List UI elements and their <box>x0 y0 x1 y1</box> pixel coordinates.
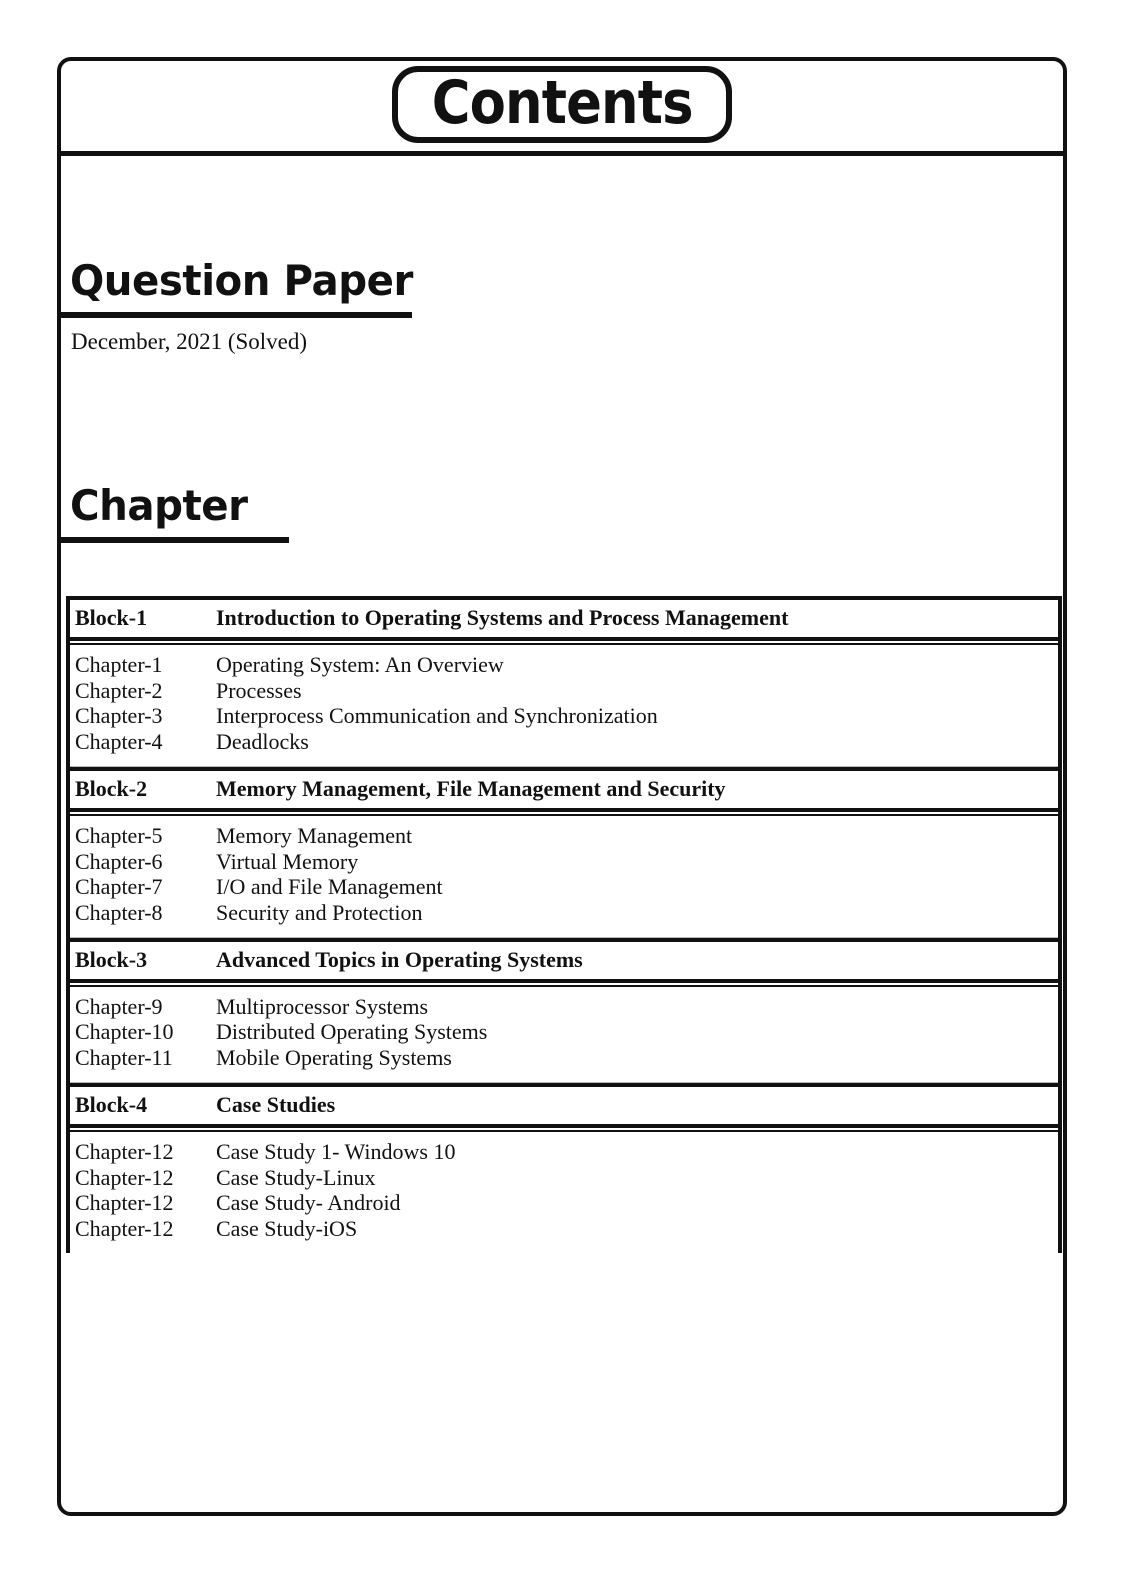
table-of-contents <box>66 596 1062 1253</box>
toc-chapter-row[interactable] <box>66 823 1062 849</box>
toc-block-header <box>66 596 1062 641</box>
toc-chapter-title: Security and Protection <box>216 900 423 926</box>
chapter-heading: Chapter <box>70 481 248 530</box>
toc-block-label: Block-2 <box>75 775 148 801</box>
toc-chapter-number: Chapter-12 <box>75 1138 174 1164</box>
question-paper-underline <box>61 312 412 318</box>
toc-chapter-row[interactable] <box>66 1019 1062 1045</box>
question-paper-subtitle: December, 2021 (Solved) <box>71 329 308 354</box>
toc-block-label: Block-1 <box>75 605 148 630</box>
toc-chapter-number: Chapter-3 <box>75 703 163 729</box>
toc-chapter-number: Chapter-8 <box>75 900 163 926</box>
toc-chapter-title: Virtual Memory <box>216 848 359 874</box>
toc-block-title: Memory Management, File Management and Security <box>216 775 726 801</box>
toc-chapter-row[interactable] <box>66 1165 1062 1191</box>
toc-chapter-title: Multiprocessor Systems <box>216 993 429 1019</box>
toc-chapter-number: Chapter-5 <box>75 822 163 848</box>
toc-left-border <box>66 596 70 1253</box>
toc-chapter-row[interactable] <box>66 849 1062 875</box>
toc-chapter-title: Operating System: An Overview <box>216 651 504 677</box>
toc-chapter-title: Deadlocks <box>216 729 309 755</box>
toc-chapter-row[interactable] <box>66 1045 1062 1071</box>
question-paper-heading-wrap <box>70 256 427 305</box>
chapter-heading-wrap <box>70 481 255 530</box>
toc-chapter-group <box>66 985 1062 1083</box>
toc-chapter-group <box>66 814 1062 938</box>
toc-chapter-number: Chapter-1 <box>75 651 163 677</box>
toc-chapter-title: Case Study 1- Windows 10 <box>216 1138 456 1164</box>
toc-chapter-row[interactable] <box>66 1216 1062 1242</box>
toc-block-label: Block-3 <box>75 946 148 972</box>
toc-block-title: Advanced Topics in Operating Systems <box>216 946 583 972</box>
toc-chapter-title: Case Study-Linux <box>216 1164 376 1190</box>
toc-chapter-group <box>66 1130 1062 1253</box>
toc-right-border <box>1058 596 1062 1253</box>
toc-chapter-number: Chapter-9 <box>75 993 163 1019</box>
toc-chapter-title: Interprocess Communication and Synchronization <box>216 703 658 729</box>
toc-chapter-row[interactable] <box>66 1190 1062 1216</box>
toc-chapter-title: Case Study-iOS <box>216 1216 358 1242</box>
toc-block-title: Case Studies <box>216 1091 336 1117</box>
toc-chapter-row[interactable] <box>66 1139 1062 1165</box>
toc-chapter-number: Chapter-12 <box>75 1164 174 1190</box>
page-title: Contents <box>431 67 693 138</box>
toc-block-title: Introduction to Operating Systems and Process Management <box>216 605 789 630</box>
toc-chapter-row[interactable] <box>66 994 1062 1020</box>
toc-block-header <box>66 767 1062 812</box>
toc-chapter-number: Chapter-10 <box>75 1019 174 1045</box>
contents-header-band <box>61 61 1063 156</box>
toc-chapter-number: Chapter-12 <box>75 1216 174 1242</box>
toc-chapter-title: Distributed Operating Systems <box>216 1019 488 1045</box>
toc-chapter-number: Chapter-4 <box>75 729 163 755</box>
toc-block-label: Block-4 <box>75 1091 148 1117</box>
toc-chapter-group <box>66 643 1062 767</box>
toc-chapter-row[interactable] <box>66 900 1062 926</box>
chapter-underline <box>61 537 289 543</box>
toc-chapter-number: Chapter-6 <box>75 848 163 874</box>
toc-chapter-number: Chapter-11 <box>75 1045 173 1071</box>
toc-chapter-number: Chapter-7 <box>75 874 163 900</box>
toc-chapter-number: Chapter-2 <box>75 677 163 703</box>
toc-chapter-title: Mobile Operating Systems <box>216 1045 452 1071</box>
toc-chapter-number: Chapter-12 <box>75 1190 174 1216</box>
contents-title-badge <box>392 66 732 143</box>
toc-chapter-row[interactable] <box>66 652 1062 678</box>
toc-chapter-row[interactable] <box>66 729 1062 755</box>
toc-block-header <box>66 1083 1062 1128</box>
page-frame <box>57 57 1067 1516</box>
toc-chapter-title: Processes <box>216 677 302 703</box>
toc-chapter-title: Memory Management <box>216 822 413 848</box>
toc-chapter-title: Case Study- Android <box>216 1190 401 1216</box>
question-paper-heading: Question Paper <box>70 256 413 305</box>
toc-chapter-row[interactable] <box>66 874 1062 900</box>
toc-chapter-row[interactable] <box>66 678 1062 704</box>
toc-chapter-title: I/O and File Management <box>216 874 443 900</box>
toc-chapter-row[interactable] <box>66 703 1062 729</box>
toc-block-header <box>66 938 1062 983</box>
